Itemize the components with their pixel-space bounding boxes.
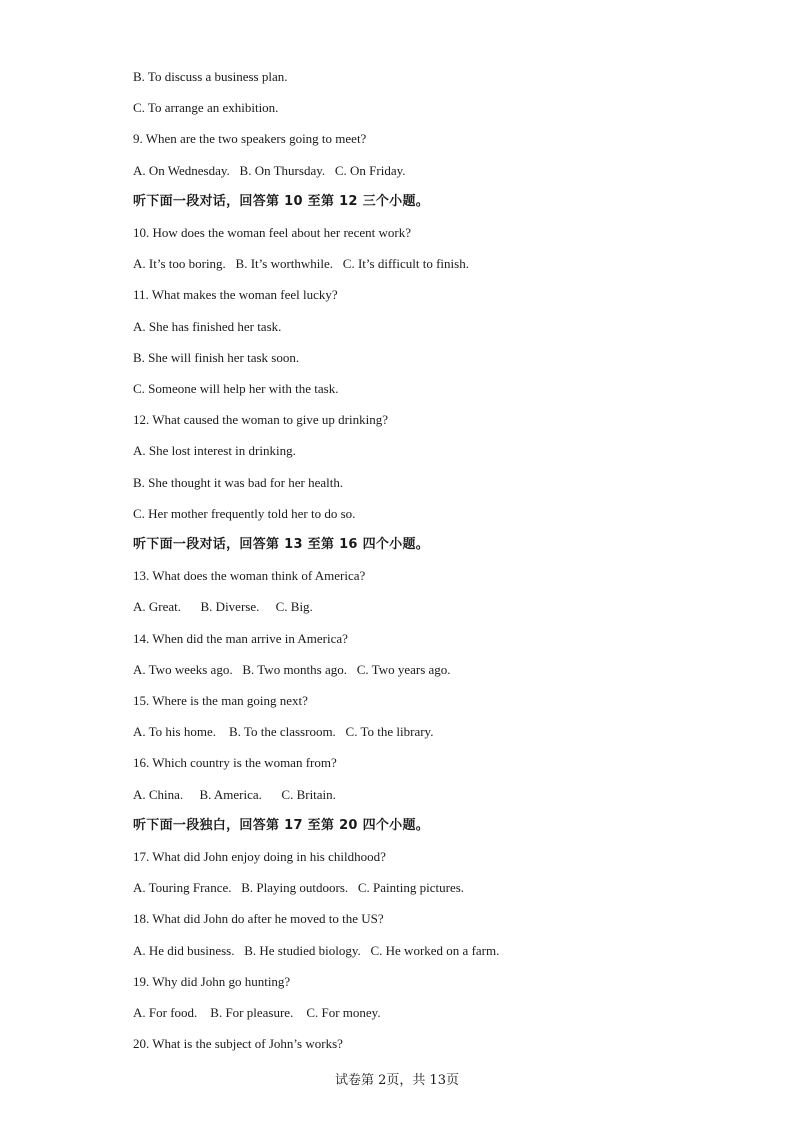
answer-options: A. She has finished her task. <box>133 318 282 334</box>
question-text: 16. Which country is the woman from? <box>133 755 337 771</box>
section-heading: 听下面一段独白，回答第 17 至第 20 四个小题。 <box>133 817 430 833</box>
answer-options: B. She thought it was bad for her health. <box>133 474 344 490</box>
answer-options: B. She will finish her task soon. <box>133 349 300 365</box>
answer-options: A. He did business. B. He studied biology. C. He worked on a farm. <box>133 942 500 958</box>
answer-options: A. China. B. America. C. Britain. <box>133 786 336 802</box>
answer-options: A. On Wednesday. B. On Thursday. C. On Friday. <box>133 162 406 178</box>
answer-options: A. Great. B. Diverse. C. Big. <box>133 599 313 615</box>
question-text: 11. What makes the woman feel lucky? <box>133 287 338 303</box>
question-text: 14. When did the man arrive in America? <box>133 630 348 646</box>
answer-options: B. To discuss a business plan. <box>133 69 288 84</box>
page-footer: 试卷第 2页，共 13页 <box>334 1073 460 1088</box>
section-heading: 听下面一段对话，回答第 10 至第 12 三个小题。 <box>133 193 430 209</box>
answer-options: C. To arrange an exhibition. <box>133 100 279 116</box>
answer-options: A. For food. B. For pleasure. C. For money. <box>133 1005 381 1020</box>
answer-options: A. Two weeks ago. B. Two months ago. C. Two years ago. <box>133 661 451 677</box>
answer-options: A. It’s too boring. B. It’s worthwhile. C. It’s difficult to finish. <box>133 256 469 272</box>
question-text: 13. What does the woman think of America? <box>133 568 366 584</box>
question-text: 9. When are the two speakers going to meet? <box>133 131 367 147</box>
section-heading: 听下面一段对话，回答第 13 至第 16 四个小题。 <box>133 537 430 552</box>
question-text: 15. Where is the man going next? <box>133 693 308 708</box>
question-text: 19. Why did John go hunting? <box>133 973 291 989</box>
question-text: 17. What did John enjoy doing in his childhood? <box>133 849 386 864</box>
answer-options: A. Touring France. B. Playing outdoors. C. Painting pictures. <box>133 880 465 896</box>
answer-options: A. She lost interest in drinking. <box>133 443 296 459</box>
question-text: 12. What caused the woman to give up drinking? <box>133 412 389 428</box>
question-text: 10. How does the woman feel about her recent work? <box>133 225 411 240</box>
question-text: 18. What did John do after he moved to the US? <box>133 911 384 927</box>
answer-options: A. To his home. B. To the classroom. C. To the library. <box>133 724 434 740</box>
question-text: 20. What is the subject of John’s works? <box>133 1036 343 1052</box>
answer-options: C. Someone will help her with the task. <box>133 381 339 396</box>
answer-options: C. Her mother frequently told her to do so. <box>133 505 356 521</box>
